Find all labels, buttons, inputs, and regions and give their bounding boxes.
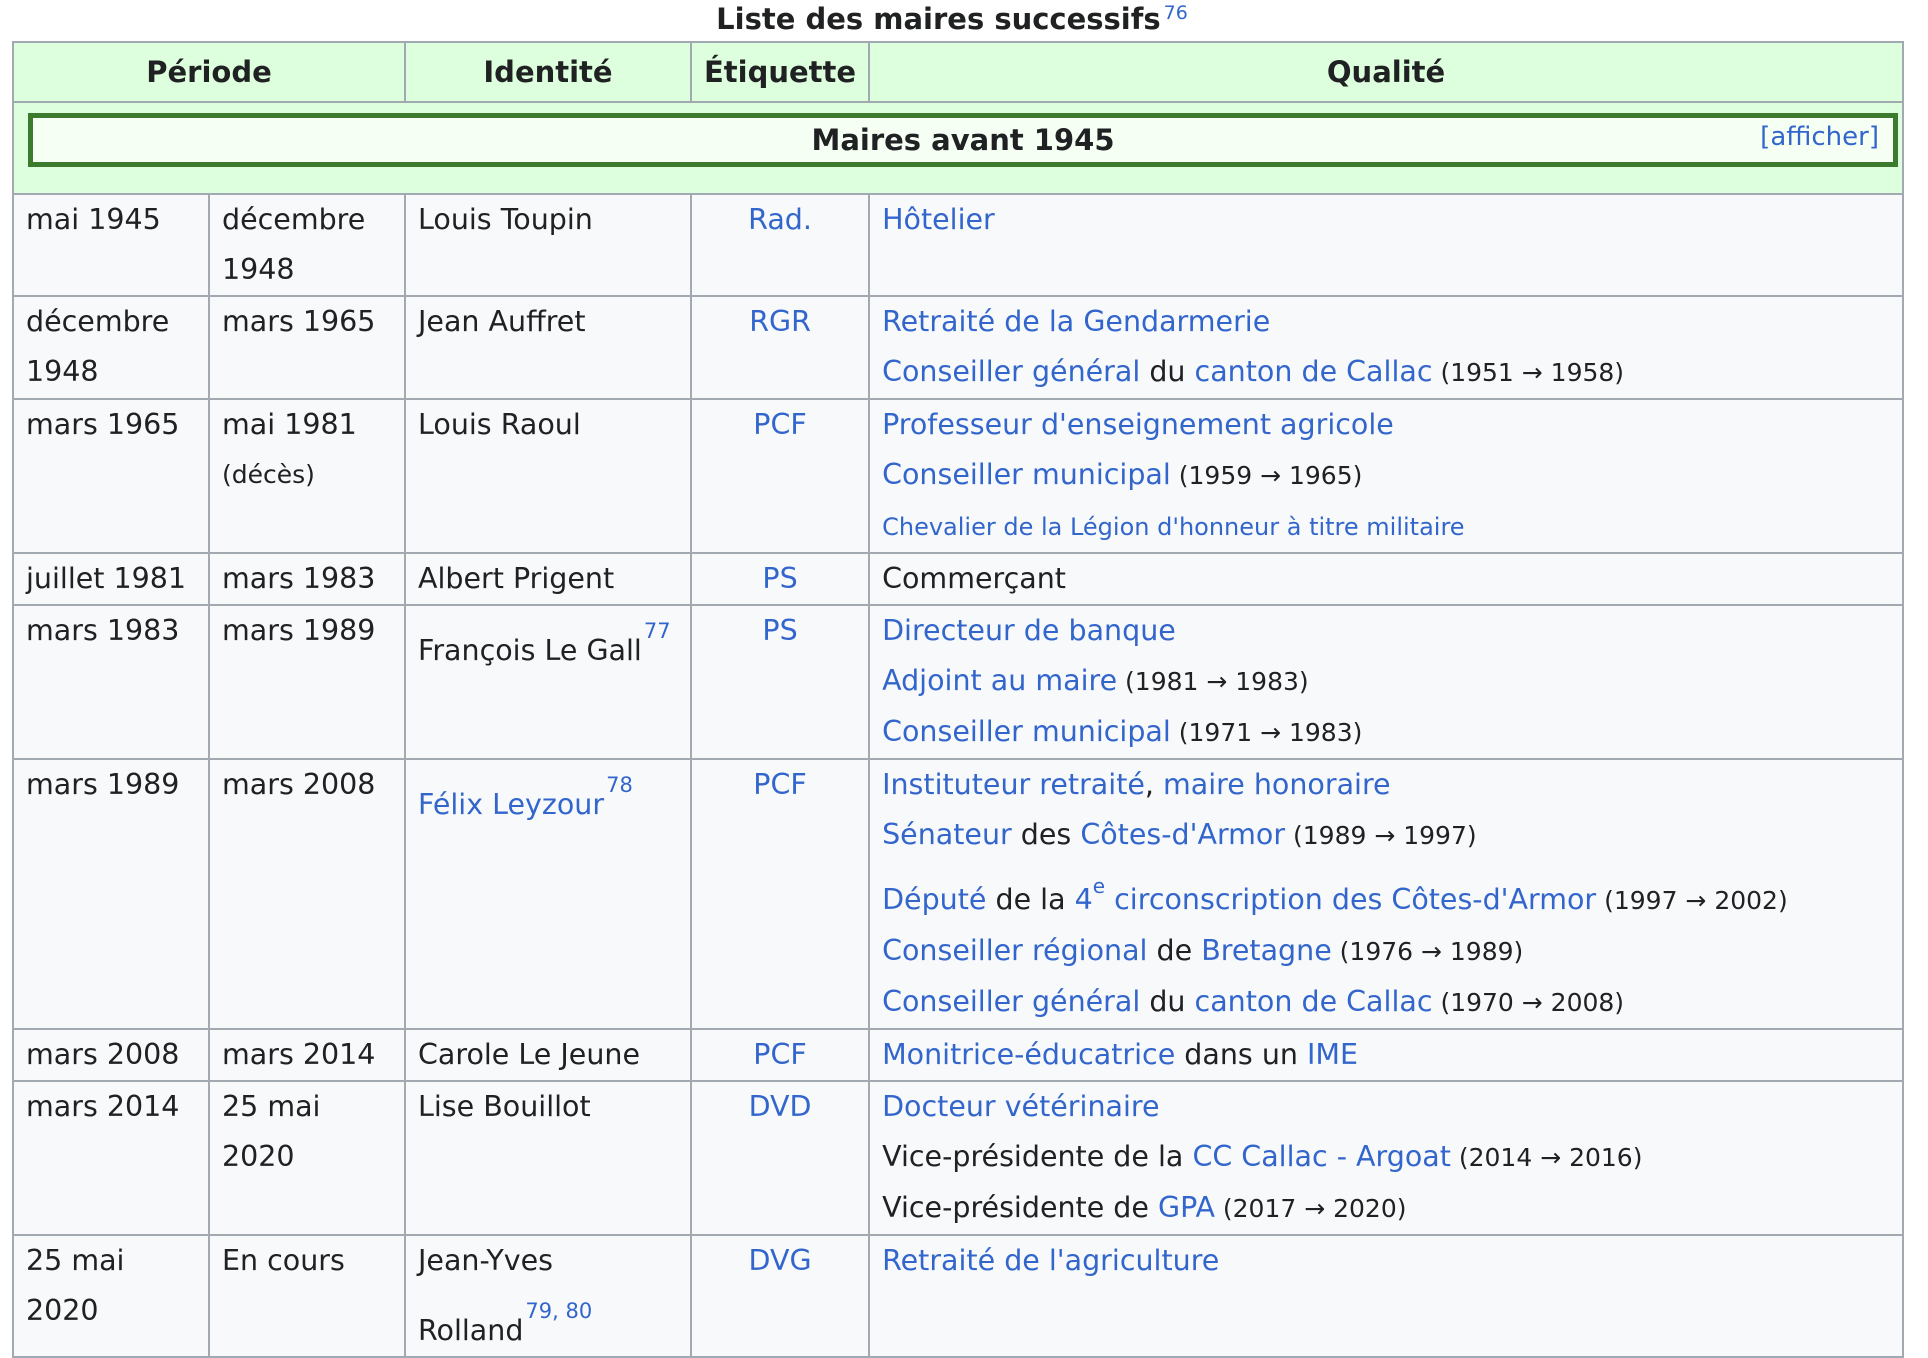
end-date: mars 1983 (222, 562, 376, 595)
cell-qualite (869, 399, 1903, 553)
cell-qualite (869, 553, 1903, 605)
cell-start (13, 759, 209, 1029)
identity-line (418, 554, 678, 604)
cell-identity (405, 553, 691, 605)
table-row (13, 1235, 1903, 1357)
start-date: mars 1965 (26, 408, 180, 441)
date-range: (1976 → 1989) (1331, 937, 1524, 966)
caption-text: Liste des maires successifs (716, 2, 1161, 36)
qualite-line (882, 1082, 1890, 1132)
qualite-line (882, 297, 1890, 347)
cell-identity (405, 1081, 691, 1235)
party-label-link: PCF (753, 408, 807, 441)
cell-end (209, 759, 405, 1029)
cell-qualite (869, 296, 1903, 399)
qualite-line (882, 1236, 1890, 1286)
end-date: 25 mai 2020 (222, 1090, 321, 1173)
mayor-name: Lise Bouillot (418, 1090, 591, 1123)
cell-party[interactable] (691, 296, 869, 399)
qualite-line (882, 400, 1890, 450)
cell-identity (405, 399, 691, 553)
qualite-link[interactable]: circonscription des Côtes-d'Armor (1105, 883, 1597, 916)
table-row (13, 399, 1903, 553)
qualite-text: du (1140, 985, 1195, 1018)
cell-start (13, 1081, 209, 1235)
cell-start (13, 553, 209, 605)
header-periode: Période (13, 42, 405, 102)
reference-link[interactable]: 78 (606, 773, 633, 797)
table-row (13, 194, 1903, 296)
cell-identity (405, 1029, 691, 1081)
qualite-text: Commerçant (882, 562, 1066, 595)
end-date: mai 1981 (222, 408, 357, 441)
qualite-link[interactable]: Adjoint au maire (882, 664, 1118, 697)
identity-line (418, 400, 678, 450)
cell-qualite (869, 759, 1903, 1029)
qualite-line (882, 554, 1890, 604)
qualite-line (882, 861, 1890, 926)
qualite-link[interactable]: Docteur vétérinaire (882, 1090, 1160, 1123)
mayor-name: François Le Gall (418, 634, 642, 667)
end-date: décembre 1948 (222, 203, 366, 286)
cell-start (13, 194, 209, 296)
start-date: mars 1983 (26, 614, 180, 647)
qualite-link[interactable]: Retraité de l'agriculture (882, 1244, 1220, 1277)
cell-qualite (869, 1235, 1903, 1357)
cell-party[interactable] (691, 1235, 869, 1357)
mayor-name: Jean-Yves Rolland (418, 1244, 554, 1347)
cell-party[interactable] (691, 759, 869, 1029)
end-date: En cours (222, 1244, 345, 1277)
party-label-link: PCF (753, 768, 807, 801)
qualite-link[interactable]: Bretagne (1201, 934, 1332, 967)
table-row (13, 296, 1903, 399)
party-label-link: DVD (748, 1090, 812, 1123)
cell-end (209, 605, 405, 759)
cell-start (13, 605, 209, 759)
cell-qualite (869, 1081, 1903, 1235)
start-date: juillet 1981 (26, 562, 187, 595)
reference-link[interactable]: 77 (643, 619, 671, 643)
collapsed-section-cell (13, 102, 1903, 194)
identity-line (418, 1082, 678, 1132)
cell-start (13, 399, 209, 553)
date-range: (1959 → 1965) (1170, 461, 1363, 490)
qualite-link[interactable]: Conseiller municipal (882, 715, 1171, 748)
identity-line (418, 760, 678, 830)
qualite-link[interactable]: Instituteur retraité (882, 768, 1145, 801)
qualite-link[interactable]: CC Callac - Argoat (1192, 1140, 1451, 1173)
cell-party[interactable] (691, 1081, 869, 1235)
cell-end (209, 553, 405, 605)
cell-party[interactable] (691, 605, 869, 759)
start-date: mars 1989 (26, 768, 180, 801)
qualite-link[interactable]: Directeur de banque (882, 614, 1176, 647)
qualite-link[interactable]: Retraité de la Gendarmerie (882, 305, 1271, 338)
cell-end (209, 1235, 405, 1357)
qualite-text: Vice-présidente de la (882, 1140, 1193, 1173)
cell-end (209, 1029, 405, 1081)
end-date: mars 1965 (222, 305, 376, 338)
mayor-name: Albert Prigent (418, 562, 615, 595)
header-qualite: Qualité (869, 42, 1903, 102)
caption-reference[interactable]: 76 (1163, 2, 1188, 24)
qualite-link[interactable]: Député (882, 883, 987, 916)
qualite-link[interactable]: 4 (1074, 883, 1093, 916)
cell-qualite (869, 1029, 1903, 1081)
cell-start (13, 1235, 209, 1357)
end-date: mars 2014 (222, 1038, 376, 1071)
start-date: décembre 1948 (26, 305, 170, 388)
cell-start (13, 296, 209, 399)
qualite-link[interactable]: Conseiller général (882, 355, 1141, 388)
mayors-table (12, 41, 1904, 1358)
date-range: (1970 → 2008) (1432, 988, 1625, 1017)
date-range: (2017 → 2020) (1214, 1194, 1407, 1223)
cell-identity (405, 1235, 691, 1357)
cell-start (13, 1029, 209, 1081)
qualite-link[interactable]: GPA (1158, 1191, 1215, 1224)
qualite-line (882, 450, 1890, 501)
table-caption (0, 0, 1904, 34)
qualite-text: Vice-présidente de (882, 1191, 1158, 1224)
identity-line (418, 1236, 678, 1356)
mayor-name: Jean Auffret (418, 305, 586, 338)
qualite-line (882, 977, 1890, 1028)
qualite-line (882, 810, 1890, 861)
cell-party[interactable] (691, 399, 869, 553)
cell-end (209, 399, 405, 553)
date-range: (1997 → 2002) (1596, 886, 1788, 915)
qualite-line (882, 656, 1890, 707)
qualite-line (882, 926, 1890, 977)
qualite-line (882, 1030, 1890, 1080)
qualite-text: du (1140, 355, 1195, 388)
table-row (13, 605, 1903, 759)
show-toggle-link[interactable]: [afficher] (1760, 122, 1879, 152)
identity-line (418, 195, 678, 245)
party-label-link: DVG (748, 1244, 812, 1277)
mayor-name: Carole Le Jeune (418, 1038, 640, 1071)
cell-qualite (869, 605, 1903, 759)
qualite-line (882, 606, 1890, 656)
qualite-line (882, 760, 1890, 810)
start-date: mars 2014 (26, 1090, 180, 1123)
party-label-link: PS (762, 614, 798, 647)
cell-party[interactable] (691, 553, 869, 605)
date-range: (1951 → 1958) (1432, 358, 1625, 387)
qualite-line (882, 501, 1890, 552)
identity-line (418, 297, 678, 347)
qualite-link[interactable]: Sénateur (882, 818, 1012, 851)
qualite-link[interactable]: Conseiller régional (882, 934, 1148, 967)
qualite-text: des (1011, 818, 1081, 851)
table-row (13, 553, 1903, 605)
cell-identity[interactable] (405, 759, 691, 1029)
qualite-line (882, 1132, 1890, 1183)
collapsed-section (28, 113, 1898, 167)
qualite-text: de la (986, 883, 1075, 916)
identity-line (418, 606, 678, 676)
header-identite: Identité (405, 42, 691, 102)
qualite-link[interactable]: e (1092, 874, 1106, 898)
qualite-line (882, 195, 1890, 245)
party-label-link: RGR (749, 305, 811, 338)
qualite-link[interactable]: Conseiller municipal (882, 458, 1171, 491)
mayor-name: Louis Raoul (418, 408, 581, 441)
qualite-line (882, 1183, 1890, 1234)
cell-identity (405, 605, 691, 759)
qualite-text: de (1147, 934, 1202, 967)
end-date: mars 2008 (222, 768, 376, 801)
cell-party[interactable] (691, 1029, 869, 1081)
qualite-text: dans un (1175, 1038, 1308, 1071)
qualite-link[interactable]: canton de Callac (1194, 355, 1433, 388)
cell-identity (405, 296, 691, 399)
reference-link[interactable]: 79, 80 (525, 1299, 593, 1323)
party-label-link: Rad. (748, 203, 812, 236)
qualite-link[interactable]: Monitrice-éducatrice (882, 1038, 1176, 1071)
table-row (13, 1029, 1903, 1081)
collapsed-section-row (13, 102, 1903, 194)
date-range: (2014 → 2016) (1450, 1143, 1643, 1172)
qualite-text: , (1144, 768, 1164, 801)
qualite-line (882, 707, 1890, 758)
start-date: 25 mai 2020 (26, 1244, 125, 1327)
cell-end (209, 1081, 405, 1235)
header-etiquette: Étiquette (691, 42, 869, 102)
qualite-link[interactable]: Hôtelier (882, 203, 995, 236)
identity-line (418, 1030, 678, 1080)
start-date: mars 2008 (26, 1038, 180, 1071)
header-row (13, 42, 1903, 102)
qualite-link[interactable]: Conseiller général (882, 985, 1141, 1018)
party-label-link: PCF (753, 1038, 807, 1071)
cell-end (209, 296, 405, 399)
date-range: (1981 → 1983) (1117, 667, 1309, 696)
qualite-link[interactable]: maire honoraire (1163, 768, 1391, 801)
qualite-link[interactable]: IME (1307, 1038, 1359, 1071)
end-note: (décès) (222, 460, 315, 489)
mayor-name: Louis Toupin (418, 203, 593, 236)
start-date: mai 1945 (26, 203, 161, 236)
end-date: mars 1989 (222, 614, 376, 647)
party-label-link: PS (762, 562, 798, 595)
cell-end (209, 194, 405, 296)
cell-identity (405, 194, 691, 296)
qualite-link[interactable]: Professeur d'enseignement agricole (882, 408, 1394, 441)
qualite-link[interactable]: Côtes-d'Armor (1080, 818, 1286, 851)
cell-qualite (869, 194, 1903, 296)
collapsed-section-title: Maires avant 1945 (811, 123, 1115, 157)
table-row (13, 1081, 1903, 1235)
cell-party[interactable] (691, 194, 869, 296)
qualite-line (882, 347, 1890, 398)
date-range: (1971 → 1983) (1170, 718, 1363, 747)
table-row (13, 759, 1903, 1029)
mayor-name-link[interactable]: Félix Leyzour (418, 788, 605, 821)
qualite-link[interactable]: Chevalier de la Légion d'honneur à titre militaire (882, 513, 1465, 541)
qualite-link[interactable]: canton de Callac (1194, 985, 1433, 1018)
date-range: (1989 → 1997) (1285, 821, 1477, 850)
